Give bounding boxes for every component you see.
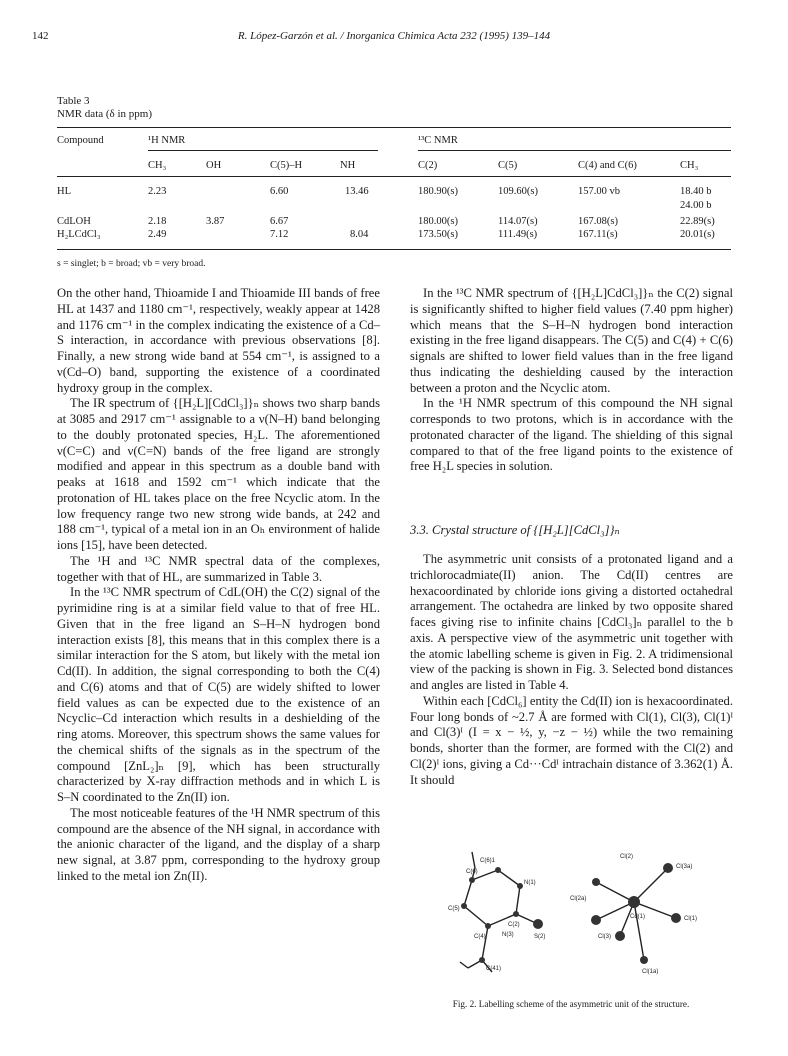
table-caption [57, 95, 152, 121]
table-cell: 7.12 [270, 229, 289, 240]
atom-label: S(2) [534, 934, 546, 940]
table-cell: H₂LCdCl₃ [57, 229, 101, 240]
table-cell: 2.49 [148, 229, 167, 240]
atom-label: C(6)1 [480, 858, 496, 864]
col-header: NH [340, 160, 356, 171]
atom-label: C(5) [448, 906, 460, 912]
paragraph: The ¹H and ¹³C NMR spectral data of the complexes, together with that of HL, are summarized in Table 3. [57, 553, 380, 584]
table-top-rule [57, 127, 731, 128]
atom-label: Cl(1a) [642, 969, 659, 975]
table-cell: 157.00 vb [578, 186, 620, 197]
atom-label: C(6) [466, 869, 478, 875]
section-heading: 3.3. Crystal structure of {[H₂L][CdCl₃]}ₙ [410, 523, 620, 537]
paragraph: The asymmetric unit consists of a protonated ligand and a trichlorocadmiate(II) anion. The Cd(II) centres are hexacoordinated by chloride ions giving a distorted octahedral arrangement. The octahedra are linked by two opposite shared faces giving rise to infinite chains [CdCl₃]ₙ parallel to the b axis. A perspective view of the asymmetric unit together with the atomic labelling scheme is given in Fig. 2. A tridimensional view of the packing is shown in Fig. 3. Selected bond distances and angles are listed in Table 4. [410, 552, 733, 692]
table-cell: 6.67 [270, 216, 289, 227]
figure-caption: Fig. 2. Labelling scheme of the asymmetric unit of the structure. [452, 999, 690, 1009]
col-header: C(4) and C(6) [578, 160, 637, 171]
atom-label: Cl(1) [684, 916, 697, 922]
atom-label: Cl(2) [620, 854, 633, 860]
paragraph: Within each [CdCl₆] entity the Cd(II) ion is hexacoordinated. Four long bonds of ~2.7 Å are formed with Cl(1), Cl(3), Cl(1)ᴵ and Cl(3)ᴵ (I = x − ½, y, −z − ½) while the two remaining bonds, shorter than the former, are formed with the Cl(2) and Cl(2)ᴵ ions, giving a Cd···Cdᴵ intrachain distance of 3.362(1) Å. It should [410, 693, 733, 787]
h-nmr-header: ¹H NMR [148, 135, 186, 146]
atom-label: N(3) [502, 932, 514, 938]
table-cell: 24.00 b [680, 200, 712, 211]
table-cell: CdLOH [57, 216, 91, 227]
atom-label: N(1) [524, 880, 536, 886]
col-header: CH₃ [680, 160, 699, 171]
table-cell: 167.08(s) [578, 216, 618, 227]
table-cell: 8.04 [350, 229, 369, 240]
table-cell: 18.40 b [680, 186, 712, 197]
col-header: C(5) [498, 160, 518, 171]
running-header [0, 30, 788, 46]
running-title: R. López-Garzón et al. / Inorganica Chimica Acta 232 (1995) 139–144 [237, 30, 551, 42]
c-nmr-header: ¹³C NMR [418, 135, 458, 146]
atom-label: C(2) [508, 922, 520, 928]
table-cell: 2.23 [148, 186, 167, 197]
table-cell: 22.89(s) [680, 216, 715, 227]
right-column-bottom [410, 552, 733, 788]
col-header: CH₃ [148, 160, 167, 171]
table-cell: 3.87 [206, 216, 225, 227]
col-header: C(5)–H [270, 160, 303, 171]
paragraph: In the ¹H NMR spectrum of this compound the NH signal corresponds to two protons, which is in accordance with the protonated character of the ligand. The shielding of this signal compared to that of the free ligand points to the existence of free H₂L species in solution. [410, 396, 733, 474]
atom-label: Cl(2a) [570, 896, 587, 902]
table-cell: 180.90(s) [418, 186, 458, 197]
page-number: 142 [32, 30, 49, 42]
paragraph: The most noticeable features of the ¹H NMR spectrum of this compound are the absence of the NH signal, in accordance with the anionic character of the ligand, and the display of a sharp new signal, at 3.87 ppm, corresponding to the hydroxy group linked to the metal ion Zn(II). [57, 805, 380, 883]
table-number: Table 3 [57, 95, 90, 107]
compound-header: Compound [57, 135, 104, 146]
table-cell: 114.07(s) [498, 216, 538, 227]
right-column-top [410, 286, 733, 475]
table-cell: 13.46 [345, 186, 369, 197]
table-cell: 180.00(s) [418, 216, 458, 227]
table-bottom-rule [57, 249, 731, 250]
table-cell: 6.60 [270, 186, 289, 197]
h-nmr-rule [148, 150, 378, 151]
table-title: NMR data (δ in ppm) [57, 108, 153, 120]
figure-2-molecule [420, 840, 740, 990]
c-nmr-rule [418, 150, 731, 151]
left-column [57, 286, 380, 885]
table-footnote: s = singlet; b = broad; vb = very broad. [57, 259, 206, 269]
atom-label: C(41) [486, 966, 502, 972]
atom-label: Cl(3) [598, 934, 611, 940]
table-cell: 20.01(s) [680, 229, 715, 240]
table-cell: 109.60(s) [498, 186, 538, 197]
table-cell: 173.50(s) [418, 229, 458, 240]
paragraph: In the ¹³C NMR spectrum of {[H₂L]CdCl₃]}ₙ the C(2) signal is significantly shifted to higher field values (7.40 ppm higher) which means that the S–H–N hydrogen bond interaction existing in the free ligand disappears. The C(5) and C(4) + C(6) signals are shifted to lower field values than in the free ligand thus indicating the deshielding caused by the interaction between a proton and the Ncyclic atom. [410, 286, 733, 395]
table-cell: 2.18 [148, 216, 167, 227]
table-cell: 167.11(s) [578, 229, 618, 240]
col-header: C(2) [418, 160, 438, 171]
atom-label: C(4) [474, 934, 486, 940]
table-head-rule [57, 176, 731, 177]
paragraph: In the ¹³C NMR spectrum of CdL(OH) the C(2) signal of the pyrimidine ring is at a similar field value to that of free HL. Given that in the free ligand an S–H–N hydrogen bond interaction exists [8], this means that in this complex there is a similar interaction for the S atom, but likely with the metal ion Cd(II). In addition, the signal corresponding to both the C(4) and C(6) atoms and that of C(5) are widely shifted to lower field values as can be expected due to the existence of an Ncyclic–Cd interaction which results in a deshielding of the ring atoms. Moreover, this spectrum shows the same values for the chemical shifts of the signals as in the spectrum of the compound [ZnL₂]ₙ [9], which has been structurally characterized by X-ray diffraction methods and in which L is S–N coordinated to the Zn(II) ion. [57, 585, 380, 804]
table-cell: 111.49(s) [498, 229, 538, 240]
paragraph: The IR spectrum of {[H₂L][CdCl₃]}ₙ shows two sharp bands at 3085 and 2917 cm⁻¹ assignable to a ν(N–H) band belonging to the doubly protonated species, H₂L. The aforementioned ν(C=C) and ν(C=N) bands of the free ligand are strongly modified and appear in this spectrum as a double band with peaks at 1618 and 1592 cm⁻¹ which indicate that the protonation of HL takes place on the free Ncyclic atom. In the low frequency range two new strong wide bands, at 242 and 188 cm⁻¹, typical of a metal ion in an Oₕ environment of halide ions [15], have been detected. [57, 396, 380, 552]
paragraph: On the other hand, Thioamide I and Thioamide III bands of free HL at 1437 and 1180 cm⁻¹, respectively, weakly appear at 1428 and 1176 cm⁻¹ in the complex indicating the existence of a Cd–S interaction, in accordance with previous observations [8]. Finally, a new strong wide band at 554 cm⁻¹, is assigned to a ν(Cd–O) band, supporting the existence of a coordinated hydroxy group in the complex. [57, 286, 380, 395]
table-cell: HL [57, 186, 71, 197]
col-header: OH [206, 160, 222, 171]
atom-label: Cd(1) [630, 914, 646, 920]
atom-label: Cl(3a) [676, 864, 693, 870]
